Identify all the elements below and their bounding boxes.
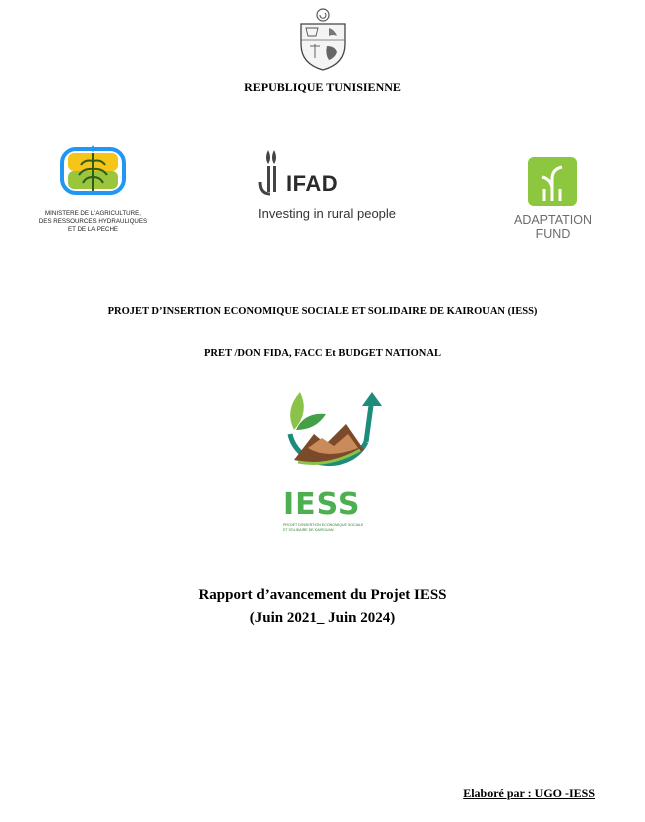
country-name: REPUBLIQUE TUNISIENNE <box>244 80 401 94</box>
funding-line: PRET /DON FIDA, FACC Et BUDGET NATIONAL <box>204 348 441 359</box>
adaptation-fund-name: ADAPTATION FUND <box>513 213 592 241</box>
adaptation-fund-logo-icon <box>528 157 577 206</box>
iess-logo-name: IESS <box>283 487 361 522</box>
ifad-name: IFAD <box>286 171 339 196</box>
ministry-agriculture-logo-icon <box>60 137 126 197</box>
ministry-name: MINISTERE DE L'AGRICULTURE, DES RESSOURCES HYDRAULIQUES ET DE LA PECHE <box>38 210 148 233</box>
iess-logo-subtitle: PROJET D'INSERTION ECONOMIQUE SOCIALE ET SOLIDAIRE DE KAIROUAN <box>283 523 364 532</box>
report-title: Rapport d’avancement du Projet IESS <box>198 587 447 603</box>
project-title: PROJET D’INSERTION ECONOMIQUE SOCIALE ET SOLIDAIRE DE KAIROUAN (IESS) <box>107 306 538 317</box>
tunisian-coat-of-arms-icon <box>296 6 350 72</box>
ifad-logo-icon <box>258 148 284 200</box>
iess-emblem-icon <box>268 384 386 476</box>
ifad-tagline: Investing in rural people <box>258 206 397 221</box>
author-line: Elaboré par : UGO -IESS <box>463 786 595 800</box>
report-period: (Juin 2021_ Juin 2024) <box>249 610 396 626</box>
